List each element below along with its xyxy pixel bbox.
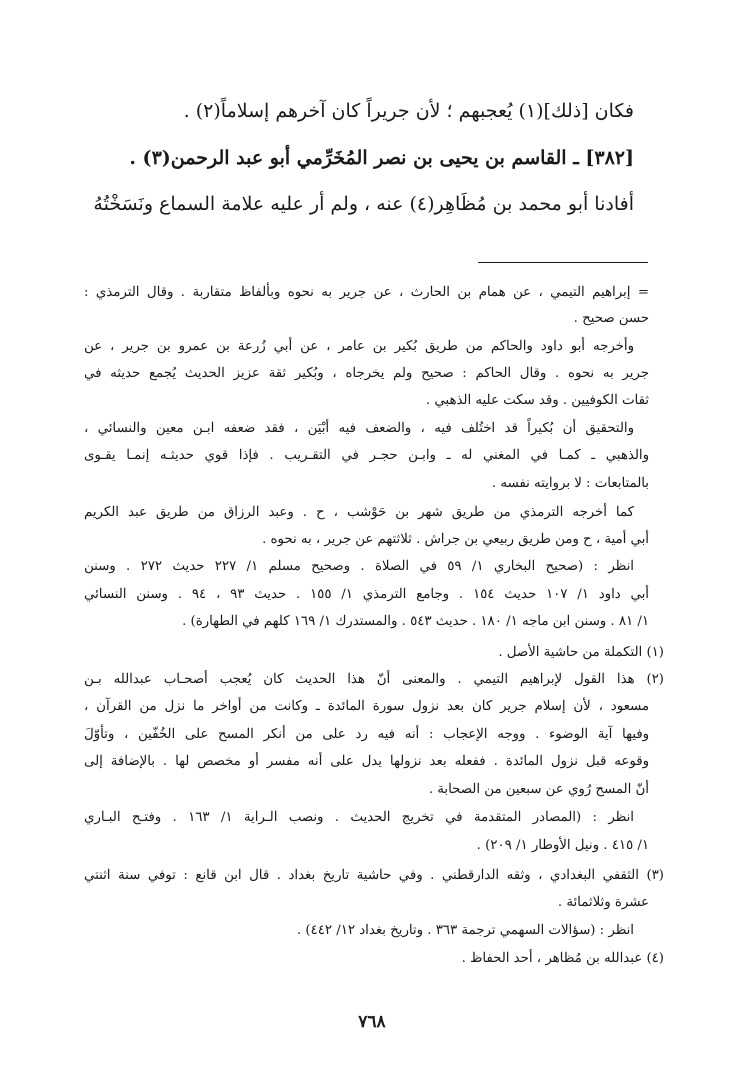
footnote-line: والذهبي ـ كمـا في المغني له ـ وابـن حجـر في التقـريب . فإذا قوي حديثـه إنمـا يقـوى [84, 448, 649, 463]
footnote-line: ١/ ٤١٥ . ونيل الأوطار ١/ ٢٠٩) . [476, 838, 649, 853]
footnote-line: مسعود ، لأن إسلام جرير كان بعد نزول سورة المائدة ـ وكانت من أواخر ما نزل من القرآن ، [84, 699, 649, 714]
footnote-line: أبي داود ١/ ١٠٧ حديث ١٥٤ . وجامع الترمذي ١/ ١٥٥ . حديث ٩٣ ، ٩٤ . وسنن النسائي [84, 587, 649, 602]
footnote-line: انظر : (سؤالات السهمي ترجمة ٣٦٣ . وتاريخ بغداد ١٢/ ٤٤٢) . [296, 923, 634, 938]
footnote-2: (٢) هذا القول لإبراهيم التيمي . والمعنى أنّ هذا الحديث كان يُعجب أصحـاب عبدالله بـن [84, 672, 664, 687]
footnote-line: كما أخرجه الترمذي من طريق شهر بن حَوْشب ، ح . وعبد الرزاق من طريق عبد الكريم [84, 505, 634, 520]
footnote-3: (٣) الثقفي البغدادي ، وثقه الدارقطني . وفي حاشية تاريخ بغداد . قال ابن قانع : توفي سنة اثنتي [84, 868, 664, 883]
footnote-line: ١/ ٨١ . وسنن ابن ماجه ١/ ١٨٠ . حديث ٥٤٣ . والمستدرك ١/ ١٦٩ كلهم في الطهارة) . [182, 614, 649, 629]
footnote-line: عشرة وثلاثمائة . [557, 895, 649, 910]
footnote-line: حسن صحيح . [573, 311, 649, 326]
footnote-line: جرير به نحوه . وقال الحاكم : صحيح ولم يخرجاه ، وبُكير ثقة عزيز الحديث يُجمع حديثه في [84, 366, 649, 381]
footnote-line: أنّ المسح رُوي عن سبعين من الصحابة . [428, 782, 649, 797]
footnote-line: انظر : (صحيح البخاري ١/ ٥٩ في الصلاة . وصحيح مسلم ١/ ٢٢٧ حديث ٢٧٢ . وسنن [84, 559, 634, 574]
footnote-line: بالمتابعات : لا بروايته نفسه . [491, 476, 649, 491]
main-text-line-3: أفادنا أبو محمد بن مُظَاهِر(٤) عنه ، ولم أر عليه علامة السماع ونَسَخْتُهُ [93, 193, 634, 215]
footnote-line: وفيها آية الوضوء . ووجه الإعجاب : أنه فيه رد على من أنكر المسح على الخُفّين ، وتأوّلَ [84, 727, 649, 742]
footnote-line: وقوعه قبل نزول المائدة . ففعله بعد نزولها يدل على أنه مفسر أو مخصص لها . بالإضافة إلى [84, 754, 649, 769]
footnote-line: والتحقيق أن بُكيراً قد اختُلف فيه ، والضعف فيه أبْيَن ، فقد ضعفه ابـن معين والنسائي ، [84, 421, 634, 436]
footnote-separator [478, 262, 648, 263]
main-text-line-1: فكان [ذلك](١) يُعجبهم ؛ لأن جريراً كان آخرهم إسلاماً(٢) . [183, 100, 634, 122]
footnote-line: = إبراهيم التيمي ، عن همام بن الحارث ، عن جرير به نحوه وبألفاظ متقاربة . وقال الترمذي : [84, 285, 649, 300]
footnote-1: (١) التكملة من حاشية الأصل . [498, 645, 664, 660]
footnote-line: ثقات الكوفيين . وقد سكت عليه الذهبي . [425, 393, 649, 408]
footnote-line: انظر : (المصادر المتقدمة في تخريج الحديث . ونصب الـراية ١/ ١٦٣ . وفتـح البـاري [84, 810, 634, 825]
footnote-line: أبي أمية ، ح ومن طريق ربيعي بن جراش . ثلاثتهم عن جرير ، به نحوه . [262, 532, 649, 547]
footnote-line: وأخرجه أبو داود والحاكم من طريق بُكير بن عامر ، عن أبي زُرعة بن عمرو بن جرير ، عن [84, 339, 634, 354]
page-number: ٧٦٨ [358, 1012, 386, 1032]
footnote-4: (٤) عبدالله بن مُظاهر ، أحد الحفاظ . [461, 951, 664, 966]
entry-heading: [٣٨٢] ـ القاسم بن يحيى بن نصر المُخَرِّمي أبو عبد الرحمن(٣) . [129, 147, 634, 169]
